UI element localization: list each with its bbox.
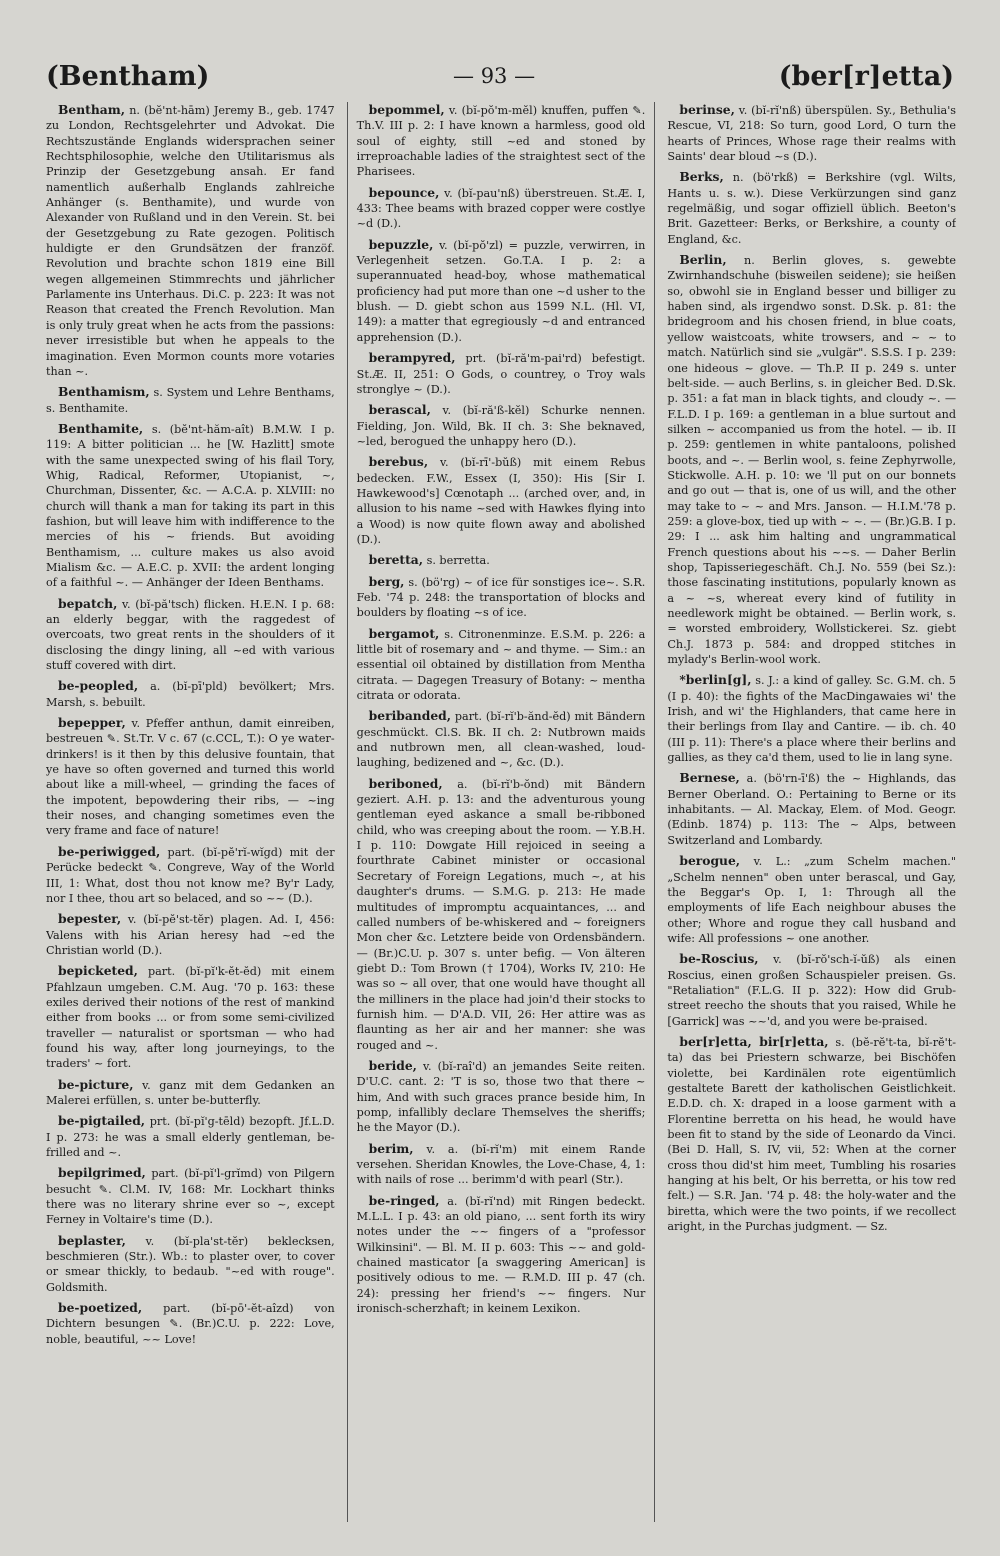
dictionary-entry xyxy=(357,1058,646,1136)
entry-text: s. (bö'rg) ~ of ice für sonstiges ice~. S.R. Feb. '74 p. 248: the transportation of blocks and boulders by floating ~s of ice. xyxy=(356,575,646,620)
headword: be-picture, xyxy=(58,1076,134,1092)
entry-text: v. (bĭ-pă'tsch) flicken. H.E.N. I p. 68: an elderly beggar, with the raggedest of overcoats, two great rents in the shoulders of it disclosing the dingy lining, all ~ed with various stuff covered with dirt. xyxy=(46,597,335,673)
entry-text: s. Citronenminze. E.S.M. p. 226: a little bit of rosemary and ~ and thyme. — Sim.: an essential oil obtained by distillation from Mentha citrata. — Dagegen Treasury of Botany: ~ mentha citrata or odorata. xyxy=(356,627,646,703)
headword: bepatch, xyxy=(58,595,118,611)
headword: berampyred, xyxy=(368,350,456,366)
dictionary-entry xyxy=(46,1233,335,1295)
entry-text: part. (bĭ-rĭ'b-ănd-ĕd) mit Bändern geschmückt. Cl.S. Bk. II ch. 2: Nutbrown maids and nutbrown men, all clean-washed, loud-laughing, bedizened and ~, &c. (D.). xyxy=(356,710,646,770)
dictionary-entry xyxy=(46,678,335,710)
headword: beribanded, xyxy=(368,708,452,724)
entry-text: part. (bĭ-pĕ'rĭ-wĭgd) mit der Perücke bedeckt ✎. Congreve, Way of the World III, 1: What, dost thou not know me? By'r Lady, nor I thee, thou art so belaced, and so ~~ (D.). xyxy=(46,845,335,905)
entry-text: v. a. (bĭ-rĭ'm) mit einem Rande versehen. Sheridan Knowles, the Love-Chase, 4, 1: with nails of rose ... berimm'd with pearl (Str.). xyxy=(356,1142,646,1187)
headword: bergamot, xyxy=(368,625,440,641)
entry-text: v. (bĭ-rĭ'nß) überspülen. Sy., Bethulia's Rescue, VI, 218: So turn, good Lord, O turn the hearts of Princes, Whose rage their realms with Saints' dear bloud ~s (D.). xyxy=(667,104,957,164)
dictionary-entry xyxy=(667,770,956,848)
dictionary-entry xyxy=(357,1193,646,1317)
headword: Berks, xyxy=(679,169,724,185)
headword: bepilgrimed, xyxy=(58,1165,146,1181)
headword: beplaster, xyxy=(58,1232,126,1248)
entry-text: s. System und Lehre Benthams, s. Benthamite. xyxy=(46,386,335,415)
dictionary-entry xyxy=(46,911,335,958)
entry-text: v. Pfeffer anthun, damit einreiben, bestreuen ✎. St.Tr. V c. 67 (c.CCL, T.): O ye water-drinkers! is it then by this delusive fountain, that ye have so often governed and turned this world about like a mill-wheel, — grinding the faces of the impotent, bepowdering their ribs, — ~ing their noses, and changing sometimes even the very frame and face of nature! xyxy=(46,717,335,838)
entry-text: n. (bĕ'nt-hām) Jeremy B., geb. 1747 zu London, Rechtsgelehrter und Advokat. Die Rechtszustände Englands widersprachen seiner Rechtsphilosophie, welche den Utilitarismus als Prinzip der Gesetzgebung ansah. Er fand namentlich außerhalb Englands zahlreiche Anhänger (s. Benthamite), und wurde von Alexander von Rußland und in den Verein. St. bei der Gesetzgebung zu Rate gezogen. Politisch huldigte er den Grundsätzen der franzöf. Revolution und brachte schon 1819 eine Bill wegen allgemeinen Stimmrechts und jährlicher Parlamente ins Unterhaus. Di.C. p. 223: It was not Reason that created the French Revolution. Man is only truly great when he acts from the passions: never irresistible but when he appeals to the imagination. Even Mormon counts more votaries than ~. xyxy=(46,104,335,378)
headword: ber[r]etta, bir[r]etta, xyxy=(679,1033,829,1049)
entry-text: s. (bĕ-rĕ't-ta, bĭ-rĕ't-ta) das bei Priestern schwarze, bei Bischöfen violette, bei Kardinälen rote eigentümlich gestaltete Barett der katholischen Geistlichkeit. E.D.D. ch. X: draped in a loose garment with a Florentine berretta on his head, he would have been fit to stand by the side of Leonardo da Vinci. (Bei D. Hall, S. IV, vii, 52: When at the corner cross thou did'st him meet, Tumbling his rosaries hanging at his belt, Or his berretta, or his tow red felt.) — S.R. Jan. '74 p. 48: the holy-water and the biretta, which were the two points, if we recollect aright, in the Purchas judgment. — Sz. xyxy=(667,1035,957,1234)
entry-text: part. (bĭ-pō'-ĕt-aîzd) von Dichtern besungen ✎. (Br.)C.U. p. 222: Love, noble, beautiful, ~~ Love! xyxy=(46,1302,335,1346)
dictionary-entry xyxy=(357,237,646,345)
dictionary-entry xyxy=(357,776,646,1053)
headword: be-peopled, xyxy=(58,678,139,694)
dictionary-entry xyxy=(667,252,956,667)
headword: berascal, xyxy=(368,402,431,418)
dictionary-entry xyxy=(46,596,335,674)
dictionary-entry xyxy=(667,102,956,164)
dictionary-entry xyxy=(46,1300,335,1347)
headword: be-Roscius, xyxy=(679,951,759,967)
entry-text: a. (bĭ-rĭ'b-ŏnd) mit Bändern geziert. A.H. p. 13: and the adventurous young gentleman eyed askance a small be-ribboned child, who was creeping about the room. — Y.B.H. I p. 110: Dowgate Hill rejoiced in seeing a fourthrate Cabinet minister or occasional Secretary of Foreign Legations, much ~, at his daughter's drums. — S.M.G. p. 213: He made multitudes of impromptu acquaintances, ... and called numbers of be-whiskered and ~ foreigners Mon cher &c. Letztere beide von Ordensbändern. — (Br.)C.U. p. 307 s. unter befig. — Von älteren giebt D.: Tom Brown († 1704), Works IV, 210: He was so ~ all over, that one would have thought all the milliners in the place had join'd their stocks to furnish him. — D'A.D. VII, 26: Her attire was as flaunting as her air and her manner: she was rouged and ~. xyxy=(356,777,646,1052)
headword: bepounce, xyxy=(368,184,440,200)
entry-text: a. (bĭ-rĭ'nd) mit Ringen bedeckt. M.L.L. I p. 43: an old piano, ... sent forth its wiry notes under the ~~ fingers of a "professor Wilkinsini". — Bl. M. II p. 603: This ~~ and gold-chained masticator [a swaggering American] is positively odious to me. — R.M.D. III p. 47 (ch. 24): pressing her friend's ~~ fingers. Nur ironisch-scherzhaft; in keinem Lexikon. xyxy=(356,1194,646,1316)
column-2 xyxy=(347,102,656,1522)
entry-text: v. L.: „zum Schelm machen." „Schelm nennen" oben unter berascal, und Gay, the Beggar's Op. I, 1: Through all the employments of life Each neighbour abuses the other; Whore and rogue they call husband and wife: All professions ~ one another. xyxy=(667,855,957,945)
headword: beretta, xyxy=(368,552,424,568)
header-right-guideword: (ber[r]etta) xyxy=(778,60,954,92)
headword: be-ringed, xyxy=(368,1192,440,1208)
header-left-guideword: (Bentham) xyxy=(46,60,210,92)
headword: berinse, xyxy=(679,102,735,117)
dictionary-entry xyxy=(357,102,646,180)
headword: be-periwigged, xyxy=(58,843,161,859)
running-header xyxy=(46,56,954,96)
dictionary-entry xyxy=(46,384,335,416)
headword: be-pigtailed, xyxy=(58,1113,146,1129)
headword: berebus, xyxy=(368,454,429,470)
entry-text: v. (bĭ-rŏ'sch-ĭ-ŭß) als einen Roscius, einen großen Schauspieler preisen. Gs. "Retaliation" (F.L.G. II p. 322): How did Grub-street reecho the shouts that you raised, While he [Garrick] was ~~'d, and you were be-praised. xyxy=(667,953,957,1028)
dictionary-entry xyxy=(357,402,646,449)
headword: beride, xyxy=(368,1057,417,1073)
entry-text: v. (bĭ-ră'ß-kĕl) Schurke nennen. Fielding, Jon. Wild, Bk. II ch. 3: She beknaved, ~led, berogued the unhappy hero (D.). xyxy=(356,404,646,448)
headword: berogue, xyxy=(679,853,741,869)
entry-text: v. ganz mit dem Gedanken an Malerei erfüllen, s. unter be-butterfly. xyxy=(46,1078,335,1107)
dictionary-entry xyxy=(667,1034,956,1234)
dictionary-entry xyxy=(46,963,335,1071)
dictionary-entry xyxy=(357,626,646,704)
entry-text: v. (bĭ-pĕ'st-tĕr) plagen. Ad. I, 456: Valens with his Arian heresy had ~ed the Christian world (D.). xyxy=(46,913,335,957)
dictionary-entry xyxy=(667,853,956,946)
entry-text: s. J.: a kind of galley. Sc. G.M. ch. 5 (I p. 40): the fights of the MacDingawaies wi' the Irish, and wi' the Highlanders, that came here in their berlings from Ilay and Cantire. — ib. ch. 40 (III p. 11): There's a place where their berlins and gallies, as they ca'd them, used to lie in lang syne. xyxy=(667,674,957,765)
headword: bepester, xyxy=(58,911,122,927)
headword: Benthamite, xyxy=(58,420,144,436)
dictionary-entry xyxy=(357,454,646,547)
headword: be-poetized, xyxy=(58,1300,143,1316)
headword: berg, xyxy=(368,573,405,589)
column-3 xyxy=(665,102,956,1522)
dictionary-entry xyxy=(46,102,335,379)
headword: bepommel, xyxy=(368,102,445,117)
entry-text: v. (bĭ-pau'nß) überstreuen. St.Æ. I, 433: Thee beams with brazed copper were costlye ~d (D.). xyxy=(356,186,646,231)
headword: berim, xyxy=(368,1140,414,1156)
entry-text: part. (bĭ-pĭ'l-grĭmd) von Pilgern besucht ✎. Cl.M. IV, 168: Mr. Lockhart thinks there was no literary shrine ever so ~, except Ferney in Voltaire's time (D.). xyxy=(46,1167,335,1227)
headword: Bentham, xyxy=(58,102,126,117)
entry-text: n. (bö'rkß) = Berkshire (vgl. Wilts, Hants u. s. w.). Diese Verkürzungen sind ganz regelmäßig, und sogar offiziell üblich. Beeton's Brit. Gazetteer: Berks, or Berkshire, a county of England, &c. xyxy=(667,171,957,246)
dictionary-entry xyxy=(357,708,646,770)
dictionary-entry xyxy=(46,1077,335,1109)
headword: Bernese, xyxy=(679,770,740,786)
entry-text: a. (bö'rn-ī'ß) the ~ Highlands, das Berner Oberland. O.: Pertaining to Berne or its inhabitants. — Al. Mackay, Elem. of Mod. Geogr. (Edinb. 1874) p. 113: The ~ Alps, between Switzerland and Lombardy. xyxy=(667,772,957,847)
headword: bepepper, xyxy=(58,715,126,731)
dictionary-entry xyxy=(46,715,335,839)
page-number: — 93 — xyxy=(453,64,536,88)
headword: Berlin, xyxy=(679,252,727,268)
dictionary-entry xyxy=(357,185,646,232)
dictionary-entry xyxy=(357,574,646,621)
headword: bepicketed, xyxy=(58,963,138,979)
entry-text: n. Berlin gloves, s. gewebte Zwirnhandschuhe (bisweilen seidene); sie heißen so, obwohl sie in England besser und billiger zu haben sind, als irgendwo sonst. D.Sk. p. 81: the bridegroom and his chosen friend, in blue coats, yellow waistcoats, white trowsers, and ~ ~ to match. Natürlich sind sie „vulgär". S.S.S. I p. 239: one hideous ~ glove. — Th.P. II p. 249 s. unter belt-side. — auch Berlins, s. in gleicher Bed. D.Sk. p. 351: a fat man in black tights, and cloudy ~. — F.L.D. I p. 169: a gentleman in a blue surtout and silken ~ accompanied us from the hotel. — ib. II p. 259: gentlemen in white pantaloons, polished boots, and ~. — Berlin wool, s. feine Zephyrwolle, Stickwolle. A.H. p. 10: we 'll put on our bonnets and go out — that is, one of us will, and the other may take to ~ ~ and Mrs. Janson. — H.I.M.'78 p. 259: a glove-box, tied up with ~ ~. — (Br.)G.B. I p. 29: I ... ask him halting and ungrammatical French questions about his ~~s. — Daher Berlin shop, Tapisseriegeschäft. Ch.J. No. 559 (bei Sz.): those fascinating institutions, popularly known as a ~ ~s, whereat every kind of futility in needlework might be obtained. — Berlin work, s. = worsted embroidery, Wollstickerei. Sz. giebt Ch.J. 1873 p. 584: and dropped stitches in mylady's Berlin-wool work. xyxy=(667,254,957,667)
entry-text: part. (bĭ-pĭ'k-ĕt-ĕd) mit einem Pfahlzaun umgeben. C.M. Aug. '70 p. 163: these exiles derived their notions of the rest of mankind either from books ... or from some semi-civilized traveller — naturalist or sportsman — who had found his way, after long journeyings, to the traders' ~ fort. xyxy=(46,965,335,1071)
headword: bepuzzle, xyxy=(368,236,434,252)
entry-text: v. (bĭ-pla'st-tĕr) beklecksen, beschmieren (Str.). Wb.: to plaster over, to cover or smear thickly, to bedaub. "~ed with rouge". Goldsmith. xyxy=(46,1234,335,1294)
entry-text: prt. (bĭ-pĭ'g-tēld) bezopft. Jf.L.D. I p. 273: he was a small elderly gentleman, be-frilled and ~. xyxy=(46,1115,335,1159)
headword: Benthamism, xyxy=(58,384,150,400)
entry-text: s. (bĕ'nt-hăm-aît) B.M.W. I p. 119: A bitter politician ... he [W. Hazlitt] smote with the same unexpected swing of his flail Tory, Whig, Radical, Reformer, Utopianist, ~, Churchman, Dissenter, &c. — A.C.A. p. XLVIII: no church will thank a man for taking its part in this fashion, but will leave him with indifference to the mercies of his ~ friends. But avoiding Benthamism, ... culture makes us also avoid Mialism &c. — A.E.C. p. XVII: the ardent longing of a faithful ~. — Anhänger der Ideen Benthams. xyxy=(46,422,335,590)
dictionary-entry xyxy=(667,951,956,1029)
entry-text: a. (bĭ-pī'pld) bevölkert; Mrs. Marsh, s. bebuilt. xyxy=(46,680,335,709)
entry-text: v. (bĭ-pŏ'm-mĕl) knuffen, puffen ✎. Th.V. III p. 2: I have known a harmless, good old soul of eighty, still ~ed and stoned by irreproachable ladies of the straightest sect of the Pharisees. xyxy=(356,104,646,179)
dictionary-entry xyxy=(357,1141,646,1188)
dictionary-entry xyxy=(357,350,646,397)
dictionary-entry xyxy=(667,169,956,247)
dictionary-entry xyxy=(357,552,646,568)
entry-text: prt. (bĭ-ră'm-pai'rd) befestigt. St.Æ. II, 251: O Gods, o countrey, o Troy wals stronglye ~ (D.). xyxy=(356,352,646,396)
dictionary-entry xyxy=(46,844,335,906)
dictionary-entry xyxy=(46,1113,335,1160)
headword: beriboned, xyxy=(368,775,443,791)
column-1 xyxy=(46,102,337,1522)
text-columns xyxy=(46,102,956,1522)
dictionary-entry xyxy=(46,1165,335,1227)
dictionary-entry xyxy=(46,421,335,591)
dictionary-entry xyxy=(667,672,956,765)
entry-text: v. (bĭ-rī'-bŭß) mit einem Rebus bedecken. F.W., Essex (I, 350): His [Sir I. Hawkewood's] Cœnotaph ... (arched over, and, in allusion to his name ~sed with Hawkes flying into a Wood) is now quite flown away and abolished (D.). xyxy=(356,456,646,546)
entry-text: s. berretta. xyxy=(426,554,490,568)
entry-text: v. (bĭ-raî'd) an jemandes Seite reiten. D'U.C. cant. 2: 'T is so, those two that there ~ him, And with such graces prance beside him, In pomp, infallibly declare Themselves the sheriffs; he the Mayor (D.). xyxy=(356,1059,646,1135)
headword: *berlin[g], xyxy=(679,672,752,688)
entry-text: v. (bĭ-pŏ'zl) = puzzle, verwirren, in Verlegenheit setzen. Go.T.A. I p. 2: a superannuated head-boy, whose mathematical proficiency had put more than one ~d usher to the blush. — D. giebt schon aus 1599 N.L. (Hl. VI, 149): a matter that egregiously ~d and entranced apprehension (D.). xyxy=(356,238,646,344)
